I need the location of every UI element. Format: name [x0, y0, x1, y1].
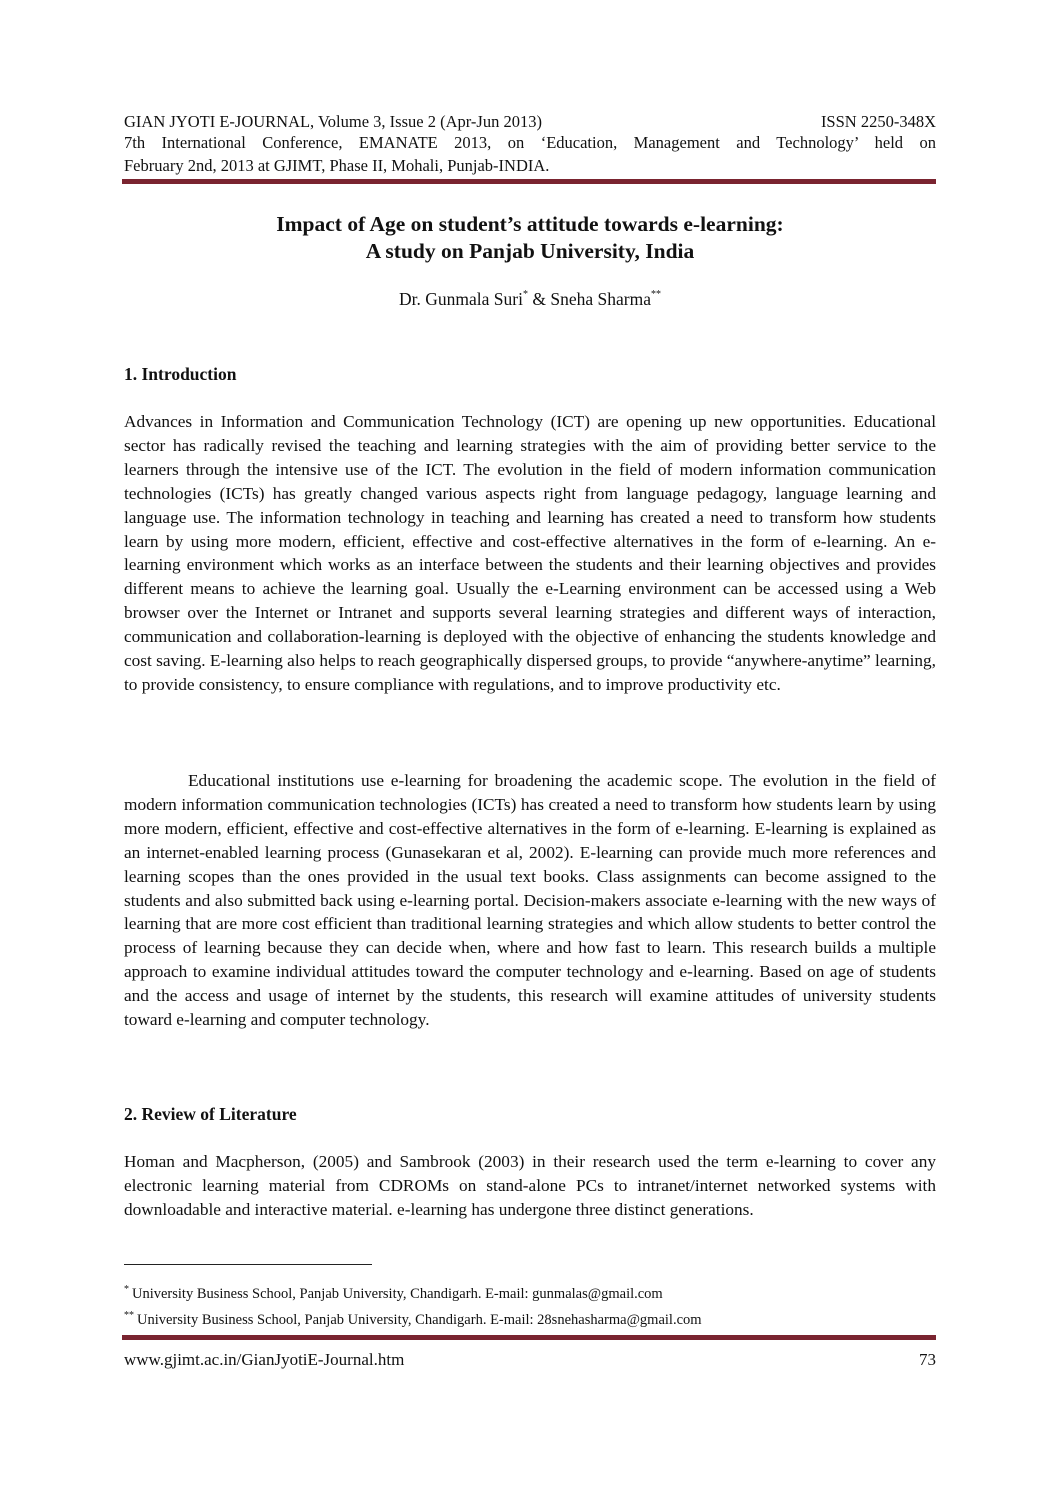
footnote-2: [124, 1307, 702, 1329]
running-header: [124, 112, 936, 132]
footer-rule: [122, 1335, 936, 1340]
paper-title: [124, 211, 936, 265]
title-line-2: A study on Panjab University, India: [365, 239, 695, 263]
footnote-1-text: University Business School, Panjab University, Chandigarh. E-mail: gunmalas@gmail.com: [132, 1286, 663, 1302]
review-paragraph-1: Homan and Macpherson, (2005) and Sambrook (2003) in their research used the term e-learning to cover any electronic learning material from CDROMs on stand-alone PCs to intranet/internet networked systems with downloadable and interactive material. e-learning has undergone three distinct generations.: [124, 1152, 936, 1219]
author-2: Sneha Sharma: [550, 289, 651, 309]
page-footer: [124, 1350, 936, 1370]
footnote-separator: [124, 1264, 372, 1265]
conference-line: 7th International Conference, EMANATE 2013, on ‘Education, Management and Technology’ held on: [124, 133, 936, 152]
author-1: Dr. Gunmala Suri: [399, 289, 523, 309]
author-line: [124, 289, 936, 310]
footnote-2-text: University Business School, Panjab University, Chandigarh. E-mail: 28snehasharma@gmail.com: [137, 1312, 702, 1328]
intro-paragraph-2: Educational institutions use e-learning for broadening the academic scope. The evolution in the field of modern information communication technologies (ICTs) has created a need to transform how students learn by using more modern, efficient, effective and cost-effective alternatives in the form of e-learning. E-learning is explained as an internet-enabled learning process (Gunasekaran et al, 2002). E-learning can provide much more references and learning scopes than the ones provided in the usual text books. Class assignments can become assigned to the students and also submitted back using e-learning portal. Decision-makers associate e-learning with the new ways of learning that are more cost efficient than traditional learning strategies and which allow students to better control the process of learning because they can decide when, where and how fast to learn. This research builds a multiple approach to examine individual attitudes toward the computer technology and e-learning. Based on age of students and the access and usage of internet by the students, this research will examine attitudes of university students toward e-learning and computer technology.: [124, 771, 936, 1030]
footnote-1: [124, 1281, 663, 1303]
conference-line-2: February 2nd, 2013 at GJIMT, Phase II, Mohali, Punjab-INDIA.: [124, 156, 550, 175]
footnote-2-mark: **: [124, 1310, 134, 1321]
author-1-mark: *: [522, 289, 528, 300]
header-rule: [122, 179, 936, 184]
page-number: 73: [919, 1350, 936, 1369]
author-2-mark: **: [650, 289, 661, 300]
author-connector: &: [532, 289, 546, 309]
section-heading-review: 2. Review of Literature: [124, 1104, 297, 1124]
section-heading-introduction: 1. Introduction: [124, 364, 237, 384]
journal-name: GIAN JYOTI E-JOURNAL, Volume 3, Issue 2 (Apr-Jun 2013): [124, 112, 542, 131]
footer-url[interactable]: www.gjimt.ac.in/GianJyotiE-Journal.htm: [124, 1350, 405, 1369]
title-line-1: Impact of Age on student’s attitude towards e-learning:: [276, 212, 784, 236]
issn: ISSN 2250-348X: [820, 112, 936, 131]
footnote-1-mark: *: [124, 1284, 129, 1295]
intro-paragraph-1: Advances in Information and Communication Technology (ICT) are opening up new opportunities. Educational sector has radically revised the teaching and learning strategies with the aim of providing better service to the learners through the intensive use of the ICT. The evolution in the field of modern information communication technologies (ICTs) has greatly changed various aspects right from language pedagogy, language learning and language use. The information technology in teaching and learning has created a need to transform how students learn by using more modern, efficient, effective and cost-effective alternatives in the form of e-learning. An e-learning environment which works as an interface between the students and their learning objectives and provides different means to achieve the learning goal. Usually the e-Learning environment can be accessed using a Web browser over the Internet or Intranet and supports several learning strategies and different ways of interaction, communication and collaboration-learning is deployed with the objective of enhancing the students knowledge and cost saving. E-learning also helps to reach geographically dispersed groups, to provide “anywhere-anytime” learning, to provide consistency, to ensure compliance with regulations, and to improve productivity etc.: [124, 412, 936, 694]
